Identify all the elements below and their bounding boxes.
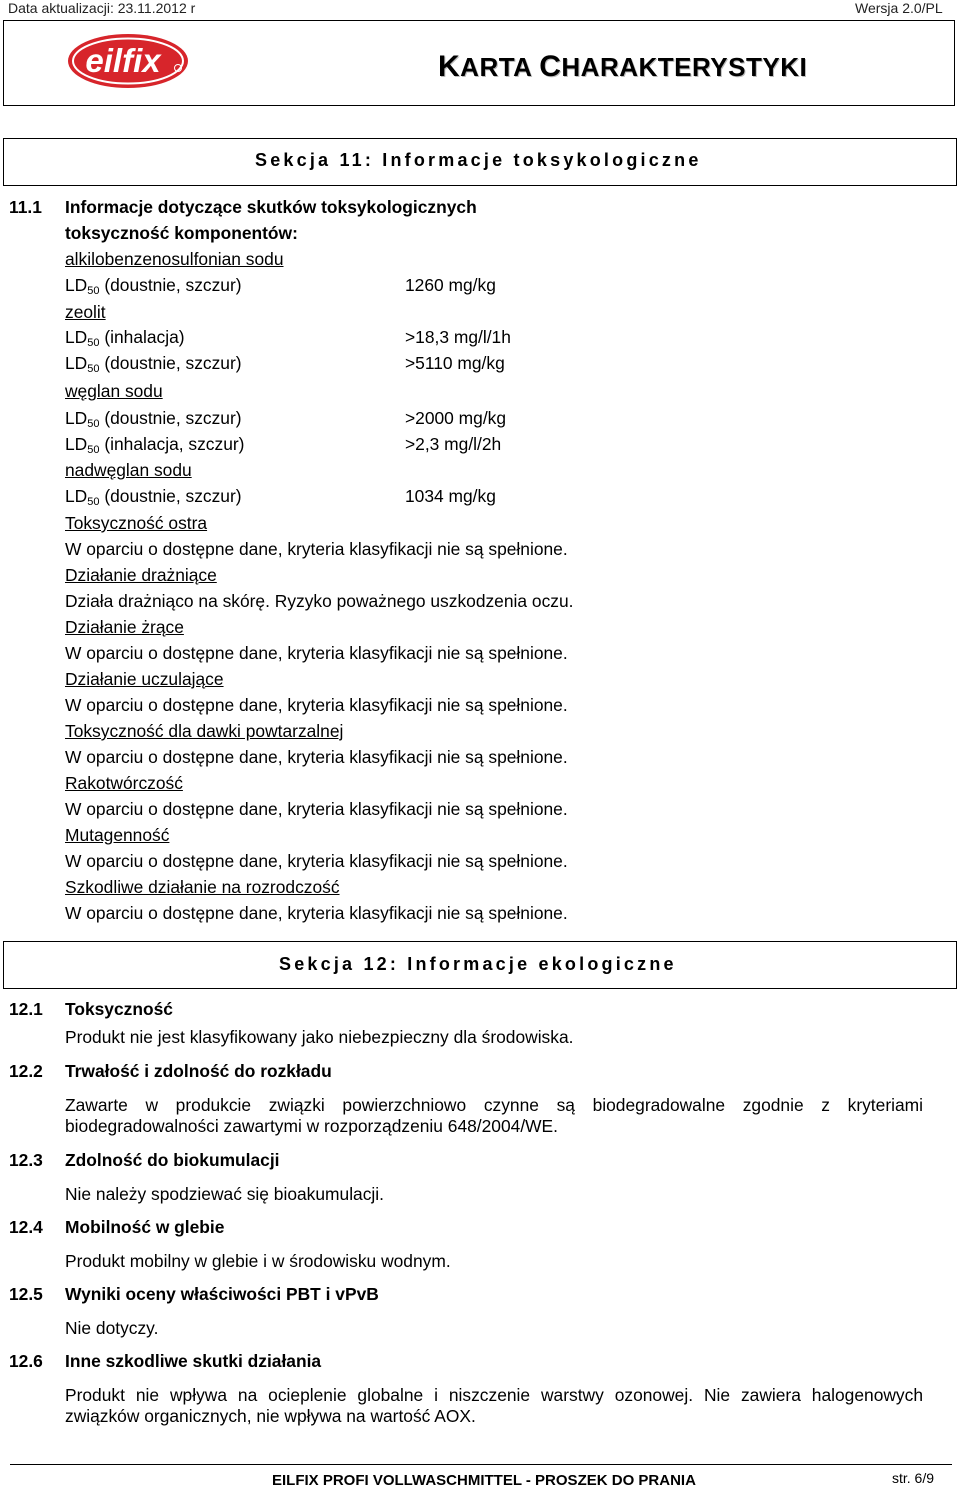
effect-heading: Szkodliwe działanie na rozrodczość: [65, 877, 340, 897]
ld50-label: [65, 275, 242, 301]
subsection-text: Produkt nie jest klasyfikowany jako niebezpieczny dla środowiska.: [65, 1027, 574, 1047]
component-name: nadwęglan sodu: [65, 460, 192, 480]
document-title: KARTA CHARAKTERYSTYKI: [438, 50, 808, 83]
subsection-heading: Trwałość i zdolność do rozkładu: [65, 1061, 332, 1081]
effect-text: W oparciu o dostępne dane, kryteria klasyfikacji nie są spełnione.: [65, 539, 568, 559]
ld50-value: >18,3 mg/l/1h: [405, 327, 511, 347]
ld50-label: [65, 327, 185, 353]
subsection-number: 12.2: [9, 1061, 43, 1081]
test-route: (doustnie, szczur): [99, 275, 242, 295]
section-12-header: [3, 941, 957, 989]
ld-text: LD: [65, 275, 88, 295]
update-date: Data aktualizacji: 23.11.2012 r: [8, 0, 196, 16]
ld-subscript: 50: [87, 444, 100, 456]
eilfix-logo: [66, 32, 190, 90]
ld50-label: [65, 408, 242, 434]
subsection-text: Zawarte w produkcie związki powierzchniowo czynne są biodegradowalne zgodnie z kryteriami biodegradowalności zawartymi w rozporządzeniu 648/2004/WE.: [65, 1095, 923, 1136]
component-name: zeolit: [65, 302, 106, 322]
subsection-heading: Inne szkodliwe skutki działania: [65, 1351, 322, 1371]
ld-subscript: 50: [87, 285, 100, 297]
effect-heading: Działanie uczulające: [65, 669, 224, 689]
footer-product-name: EILFIX PROFI VOLLWASCHMITTEL - PROSZEK DO PRANIA: [272, 1472, 696, 1489]
subsection-number: 12.1: [9, 999, 43, 1019]
ld-text: LD: [65, 408, 88, 428]
ld-text: LD: [65, 486, 88, 506]
subsection-heading: Zdolność do biokumulacji: [65, 1150, 280, 1170]
effect-text: W oparciu o dostępne dane, kryteria klasyfikacji nie są spełnione.: [65, 851, 568, 871]
page-number: str. 6/9: [892, 1470, 935, 1486]
ld-text: LD: [65, 327, 88, 347]
effect-heading: Działanie żrące: [65, 617, 184, 637]
ld-subscript: 50: [87, 418, 100, 430]
ld-subscript: 50: [87, 363, 100, 375]
ld-subscript: 50: [87, 337, 100, 349]
subsection-number: 12.5: [9, 1284, 43, 1304]
effect-heading: Rakotwórczość: [65, 773, 183, 793]
section-12-title: Sekcja 12: Informacje ekologiczne: [279, 954, 677, 974]
effect-text: W oparciu o dostępne dane, kryteria klasyfikacji nie są spełnione.: [65, 695, 568, 715]
subsection-number: 12.6: [9, 1351, 43, 1371]
ld50-label: [65, 434, 244, 460]
effect-text: W oparciu o dostępne dane, kryteria klasyfikacji nie są spełnione.: [65, 747, 568, 767]
footer-divider: [10, 1464, 952, 1465]
effect-heading: Toksyczność dla dawki powtarzalnej: [65, 721, 344, 741]
subsection-heading: Toksyczność: [65, 999, 173, 1019]
test-route: (inhalacja, szczur): [99, 434, 245, 454]
effect-heading: Działanie drażniące: [65, 565, 217, 585]
component-name: alkilobenzenosulfonian sodu: [65, 249, 284, 269]
test-route: (inhalacja): [99, 327, 185, 347]
effect-text: W oparciu o dostępne dane, kryteria klasyfikacji nie są spełnione.: [65, 903, 568, 923]
subsection-number: 11.1: [9, 197, 42, 217]
test-route: (doustnie, szczur): [99, 486, 242, 506]
subsection-heading: Mobilność w glebie: [65, 1217, 225, 1237]
subsection-text: Produkt mobilny w glebie i w środowisku wodnym.: [65, 1251, 451, 1271]
subsection-text: Nie dotyczy.: [65, 1318, 159, 1338]
effect-text: Działa drażniąco na skórę. Ryzyko poważnego uszkodzenia oczu.: [65, 591, 574, 611]
subsection-text: Produkt nie wpływa na ocieplenie globalne i niszczenie warstwy ozonowej. Nie zawiera halogenowych związków organicznych, nie wpływa na wartość AOX.: [65, 1385, 923, 1426]
subsection-number: 12.4: [9, 1217, 43, 1237]
ld-text: LD: [65, 434, 88, 454]
ld50-value: >2000 mg/kg: [405, 408, 507, 428]
ld50-value: 1034 mg/kg: [405, 486, 496, 506]
section-11-title: Sekcja 11: Informacje toksykologiczne: [255, 150, 702, 170]
version-label: Wersja 2.0/PL: [855, 0, 943, 16]
test-route: (doustnie, szczur): [99, 408, 242, 428]
subsection-text: Nie należy spodziewać się bioakumulacji.: [65, 1184, 384, 1204]
effect-heading: Toksyczność ostra: [65, 513, 208, 533]
ld50-value: 1260 mg/kg: [405, 275, 496, 295]
ld-text: LD: [65, 353, 88, 373]
effect-text: W oparciu o dostępne dane, kryteria klasyfikacji nie są spełnione.: [65, 643, 568, 663]
subsection-heading-2: toksyczność komponentów:: [65, 223, 298, 243]
effect-heading: Mutagenność: [65, 825, 170, 845]
subsection-number: 12.3: [9, 1150, 43, 1170]
logo-text: eilfix: [85, 42, 161, 79]
section-11-header: [3, 138, 957, 186]
ld50-value: >2,3 mg/l/2h: [405, 434, 502, 454]
subsection-heading: Wyniki oceny właściwości PBT i vPvB: [65, 1284, 379, 1304]
subsection-heading: Informacje dotyczące skutków toksykologicznych: [65, 197, 477, 217]
ld50-value: >5110 mg/kg: [405, 353, 505, 373]
test-route: (doustnie, szczur): [99, 353, 242, 373]
effect-text: W oparciu o dostępne dane, kryteria klasyfikacji nie są spełnione.: [65, 799, 568, 819]
ld50-label: [65, 486, 242, 512]
component-name: węglan sodu: [65, 381, 163, 401]
ld50-label: [65, 353, 242, 379]
ld-subscript: 50: [87, 496, 100, 508]
